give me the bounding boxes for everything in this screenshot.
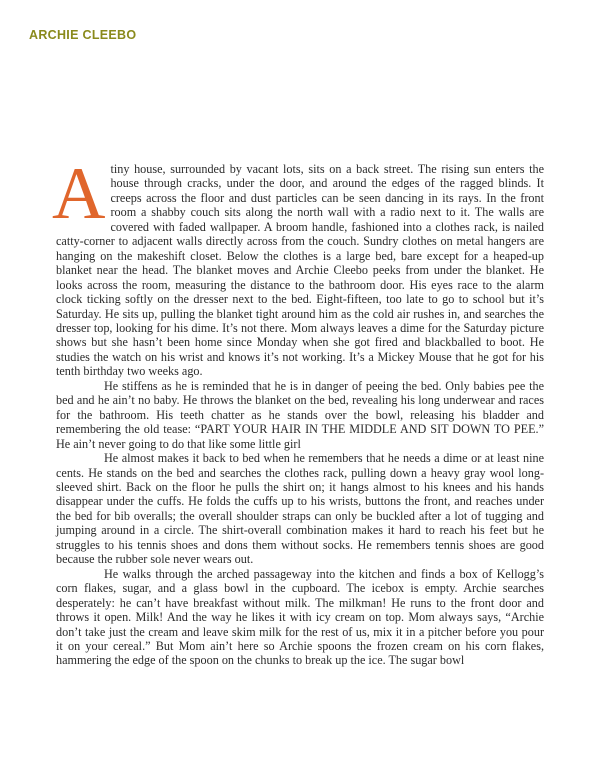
paragraph-4: He walks through the arched passageway into the kitchen and finds a box of Kellogg’s corn flakes, sugar, and a glass bowl in the cupboard. The icebox is empty. Archie searches desperately: he can’t have breakfast without milk. The milkman! He runs to the front door and throws it open. Milk! And the way he likes it with icy cream on top. Mom always says, “Archie don’t take just the cream and leave skim milk for the rest of us, mix it in a pitcher before you pour it on your cereal.” But Mom ain’t here so Archie spoons the frozen cream on his corn flakes, hammering the edge of the spoon on the chunks to break up the ice. The sugar bowl — [56, 566, 544, 668]
running-header: ARCHIE CLEEBO — [29, 28, 137, 42]
paragraph-1-text: tiny house, surrounded by vacant lots, sits on a back street. The rising sun enters the house through cracks, under the door, and around the edges of the ragged blinds. It creeps across the floor and dust particles can be seen dancing in its rays. In the front room a shabby couch sits along the north wall with a radio next to it. The walls are covered with faded wallpaper. A broom handle, fashioned into a clothes rack, is nailed catty-corner to adjacent walls directly across from the couch. Sundry clothes on metal hangers are hanging on the makeshift closet. Below the clothes is a large bed, bare except for a heaped-up blanket near the head. The blanket moves and Archie Cleebo peeks from under the blanket. He looks across the room, measuring the distance to the bathroom door. His eyes race to the alarm clock ticking softly on the dresser next to the bed. Eight-fifteen, too late to go to school but it’s Saturday. He sits up, pulling the blanket tight around him as the cold air rushes in, and searches the dresser top, looking for his dime. It’s not there. Mom always leaves a dime for the Saturday picture shows but she hasn’t been home since Monday when she got fired and blackballed to boot. He studies the watch on his wrist and knows it’s not working. It’s a Mickey Mouse that he got for his tenth birthday two weeks ago. — [56, 162, 544, 379]
paragraph-1 — [52, 153, 544, 379]
paragraph-3: He almost makes it back to bed when he remembers that he needs a dime or at least nine cents. He stands on the bed and searches the clothes rack, pulling down a heavy gray wool long-sleeved shirt. Back on the floor he pulls the shirt on; it hangs almost to his knees and his hands disappear under the cuffs. He folds the cuffs up to his wrists, buttons the front, and reaches under the bed for bib overalls; the overall shoulder straps can only be buckled after a lot of tugging and jumping around in a circle. The shirt-overall combination makes it hard to reach his feet but he struggles to his tennis shoes and dons them without socks. He remembers tennis shoes are good because the rubber sole never wears out. — [56, 451, 544, 567]
story-body — [52, 153, 544, 668]
drop-cap: A — [52, 153, 106, 235]
paragraph-2: He stiffens as he is reminded that he is in danger of peeing the bed. Only babies pee the bed and he ain’t no baby. He throws the blanket on the bed, revealing his long underwear and races for the bathroom. His teeth chatter as he stands over the bowl, releasing his bladder and remembering the old tease: “PART YOUR HAIR IN THE MIDDLE AND SIT DOWN TO PEE.” He ain’t never going to do that like some little girl — [56, 378, 544, 451]
